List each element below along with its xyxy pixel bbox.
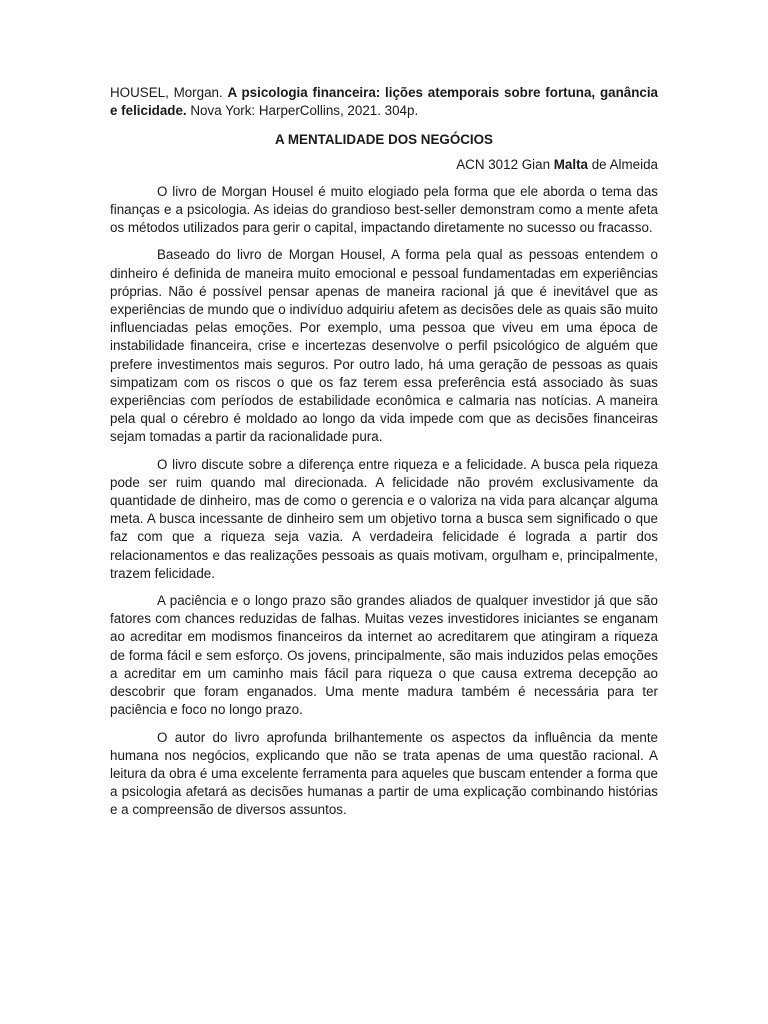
citation-author: HOUSEL, Morgan. — [110, 85, 223, 100]
review-title: A MENTALIDADE DOS NEGÓCIOS — [275, 132, 493, 148]
bibliographic-citation — [110, 84, 658, 120]
body-paragraph: O livro de Morgan Housel é muito elogiado pela forma que ele aborda o tema das finanças e a psicologia. As ideias do grandioso best-seller demonstram como a mente afeta os métodos utilizados para gerir o capital, impactando diretamente no sucesso ou fracasso. — [110, 183, 658, 236]
body-paragraph: A paciência e o longo prazo são grandes aliados de qualquer investidor já que são fatores com chances reduzidas de falhas. Muitas vezes investidores iniciantes se enganam ao acreditar em modismos financeiros da internet ao acreditarem que atingiram a riqueza de forma fácil e sem esforço. Os jovens, principalmente, são mais induzidos pelas emoções a acreditar em um caminho mais fácil para riqueza o que causa extrema decepção ao descobrir que foram enganados. Uma mente madura também é necessária para ter paciência e foco no longo prazo. — [110, 593, 658, 718]
byline-bold-name: Malta — [553, 156, 588, 172]
byline-prefix: ACN 3012 Gian — [456, 156, 551, 172]
review-byline — [110, 156, 658, 174]
body-paragraph: O autor do livro aprofunda brilhantemente os aspectos da influência da mente humana nos negócios, explicando que não se trata apenas de uma questão racional. A leitura da obra é uma excelente ferramenta para aqueles que buscam entender a forma que a psicologia afetará as decisões humanas a partir de uma explicação combinando histórias e a compreensão de diversos assuntos. — [110, 729, 658, 818]
citation-publication: Nova York: HarperCollins, 2021. 304p. — [190, 103, 419, 119]
body-paragraph: O livro discute sobre a diferença entre riqueza e a felicidade. A busca pela riqueza pode ser ruim quando mal direcionada. A felicidade não provém exclusivamente da quantidade de dinheiro, mas de como o gerencia e o valoriza na vida para alcançar alguma meta. A busca incessante de dinheiro sem um objetivo torna a busca sem significado o que faz com que a riqueza seja vazia. A verdadeira felicidade é lograda a partir dos relacionamentos e das realizações pessoais as quais motivam, orgulham e, principalmente, trazem felicidade. — [110, 456, 658, 581]
byline-suffix: de Almeida — [591, 156, 658, 172]
document-page — [110, 84, 658, 820]
citation-book-title: A psicologia financeira: lições atemporais sobre fortuna, ganância e felicidade. — [110, 85, 658, 119]
body-paragraph: Baseado do livro de Morgan Housel, A forma pela qual as pessoas entendem o dinheiro é definida de maneira muito emocional e pessoal fundamentadas em experiências próprias. Não é possível pensar apenas de maneira racional já que é inevitável que as experiências de mundo que o indivíduo adquiriu afetem as decisões dele as quais são muito influenciadas pelas emoções. Por exemplo, uma pessoa que viveu em uma época de instabilidade financeira, crise e incertezas desenvolve o perfil psicológico de alguém que prefere investimentos mais seguros. Por outro lado, há uma geração de pessoas as quais simpatizam com os riscos o que os faz terem essa preferência está associado às suas experiências com períodos de estabilidade econômica e calmaria nas notícias. A maneira pela qual o cérebro é moldado ao longo da vida impede com que as decisões financeiras sejam tomadas a partir da racionalidade pura. — [110, 247, 658, 445]
